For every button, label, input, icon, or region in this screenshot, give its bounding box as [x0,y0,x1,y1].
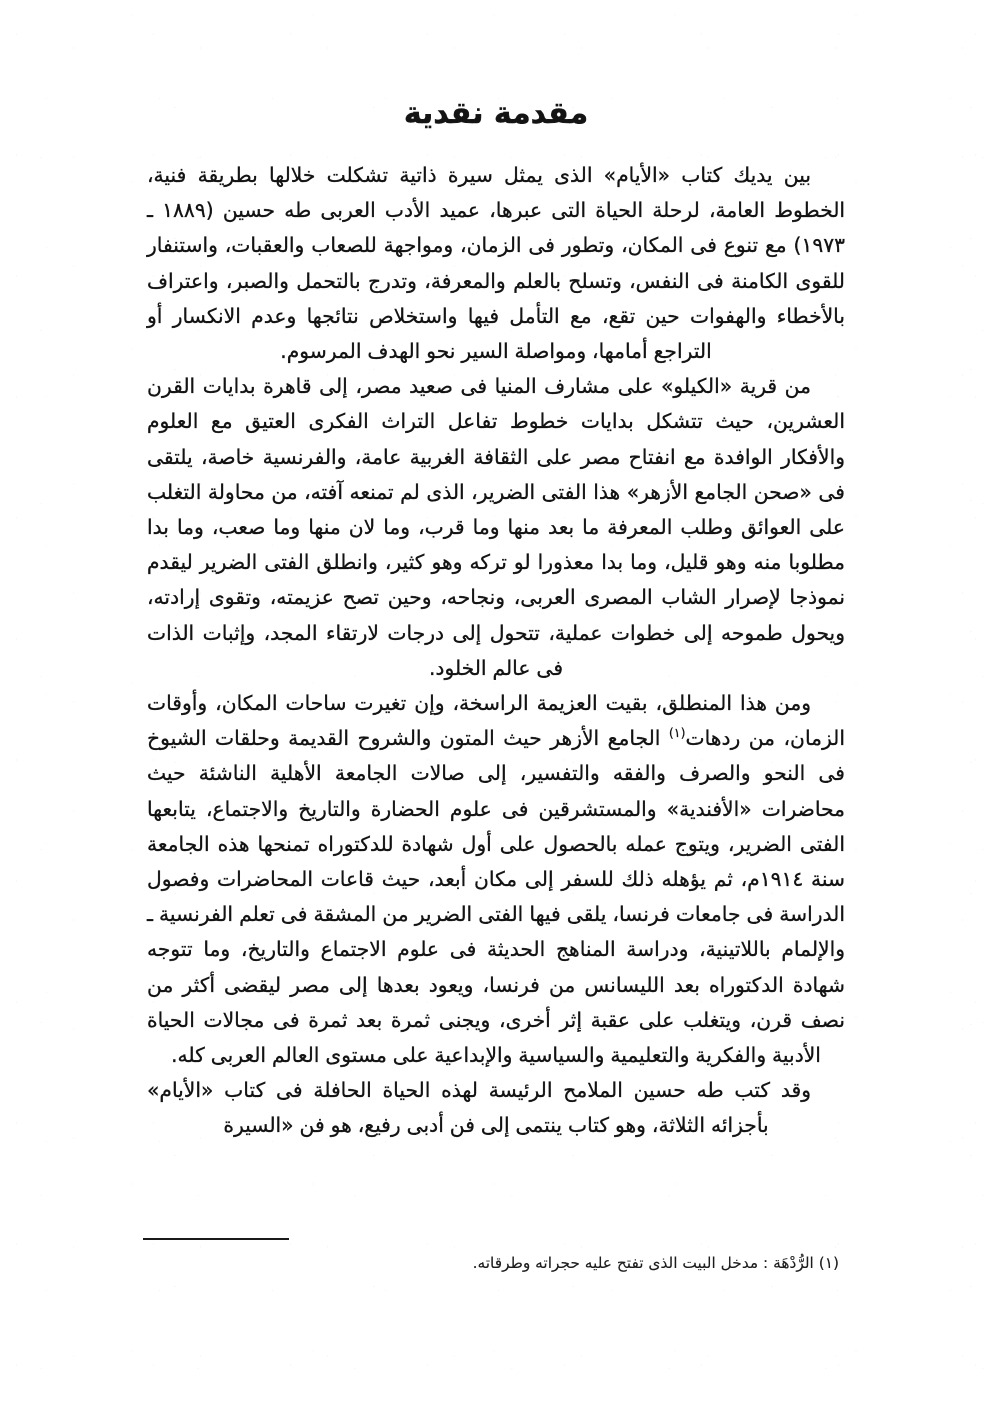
paragraph-2: من قرية «الكيلو» على مشارف المنيا فى صعيد مصر، إلى قاهرة بدايات القرن العشرين، حيث تتشكل بدايات خطوط تفاعل التراث الفكرى العتيق مع العلوم والأفكار الوافدة مع انفتاح مصر على الثقافة الغربية عامة، والفرنسية خاصة، يلتقى فى «صحن الجامع الأزهر» هذا الفتى الضرير، الذى لم تمنعه آفته، من محاولة التغلب على العوائق وطلب المعرفة ما بعد منها وما قرب، وما لان منها وما صعب، وما بدا مطلوبا منه وهو قليل، وما بدا معذورا لو تركه وهو كثير، وانطلق الفتى الضرير ليقدم نموذجا لإصرار الشاب المصرى العربى، ونجاحه، وحين تصح عزيمته، وتقوى إرادته، ويحول طموحه إلى خطوات عملية، تتحول إلى درجات لارتقاء المجد، وإثبات الذات فى عالم الخلود. [147,374,845,680]
paragraph-1: بين يديك كتاب «الأيام» الذى يمثل سيرة ذاتية تشكلت خلالها بطريقة فنية، الخطوط العامة، لرحلة الحياة التى عبرها، عميد الأدب العربى طه حسين (١٨٨٩ ـ ١٩٧٣) مع تنوع فى المكان، وتطور فى الزمان، ومواجهة للصعاب والعقبات، واستنفار للقوى الكامنة فى النفس، وتسلح بالعلم والمعرفة، وتدرج بالتحمل والصبر، واعتراف بالأخطاء والهفوات حين تقع، مع التأمل فيها واستخلاص نتائجها وعدم الانكسار أو التراجع أمامها، ومواصلة السير نحو الهدف المرسوم. [147,163,846,364]
page-title: مقدمة نقدية [403,96,589,131]
footnote-entry-1: (١) الرُّدْهَة : مدخل البيت الذى تفتح عليه حجراته وطرقاته. [472,1254,839,1272]
paragraph-4: وقد كتب طه حسين الملامح الرئيسة لهذه الحياة الحافلة فى كتاب «الأيام» بأجزائه الثلاثة، وهو كتاب ينتمى إلى فن أدبى رفيع، هو فن «السيرة [147,1078,811,1138]
footnote-area [147,1238,845,1275]
paragraph-3-part-a: ومن هذا المنطلق، بقيت العزيمة الراسخة، وإن تغيرت ساحات المكان، وأوقات الزمان، من ردهات [147,691,845,751]
paragraph-3 [147,686,845,1073]
page-content [147,96,845,1144]
body-text-block [147,158,845,1144]
footnote-reference-1[interactable]: (١) [668,725,686,741]
paragraph-3-part-b: الجامع الأزهر حيث المتون والشروح القديمة وحلقات الشيوخ فى النحو والصرف والفقه والتفسير، إلى صالات الجامعة الأهلية الناشئة حيث محاضرات «الأفندية» والمستشرقين فى علوم الحضارة والتاريخ والاجتماع، يتابعها الفتى الضرير، ويتوج عمله بالحصول على أول شهادة للدكتوراه تمنحها هذه الجامعة سنة ١٩١٤م، ثم يؤهله ذلك للسفر إلى مكان أبعد، حيث قاعات المحاضرات وفصول الدراسة فى جامعات فرنسا، يلقى فيها الفتى الضرير من المشقة فى تعلم الفرنسية ـ والإلمام باللاتينية، ودراسة المناهج الحديثة فى علوم الاجتماع والتاريخ، وما تتوجه شهادة الدكتوراه بعد الليسانس من فرنسا، ويعود بعدها إلى مصر ليقضى أكثر من نصف قرن، ويتغلب على عقبة إثر أخرى، ويجنى ثمرة بعد ثمرة فى مجالات الحياة الأدبية والفكرية والتعليمية والسياسية والإبداعية على مستوى العالم العربى كله. [147,726,845,1068]
footnote-separator-rule [143,1238,289,1240]
